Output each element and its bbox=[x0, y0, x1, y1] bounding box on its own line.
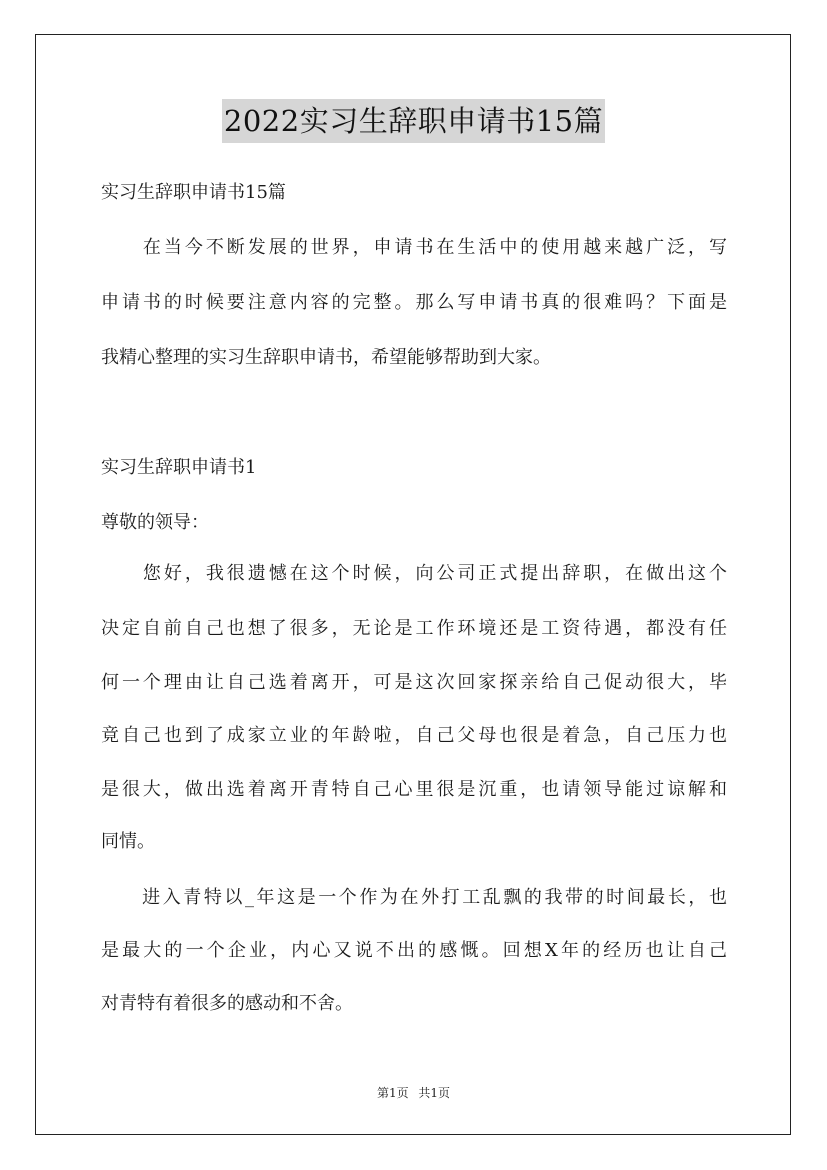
paragraph-line: 进入青特以_年这是一个作为在外打工乱飘的我带的时间最长，也 bbox=[101, 887, 727, 908]
paragraph-line: 同情。 bbox=[101, 831, 155, 852]
paragraph-line: 决定自前自己也想了很多，无论是工作环境还是工资待遇，都没有任 bbox=[101, 618, 727, 639]
page-number: 第1页 bbox=[376, 1086, 409, 1100]
salutation: 尊敬的领导： bbox=[101, 512, 209, 533]
paragraph-line: 我精心整理的实习生辞职申请书，希望能够帮助到大家。 bbox=[101, 347, 551, 368]
page-footer bbox=[0, 1084, 827, 1101]
document-title: 2022实习生辞职申请书15篇 bbox=[222, 99, 605, 143]
paragraph-line: 何一个理由让自己选着离开，可是这次回家探亲给自己促动很大，毕 bbox=[101, 672, 727, 693]
paragraph-line: 在当今不断发展的世界，申请书在生活中的使用越来越广泛，写 bbox=[101, 237, 727, 258]
subtitle-line: 实习生辞职申请书15篇 bbox=[101, 182, 286, 203]
paragraph-line: 申请书的时候要注意内容的完整。那么写申请书真的很难吗？下面是 bbox=[101, 292, 727, 313]
paragraph-line: 对青特有着很多的感动和不舍。 bbox=[101, 993, 353, 1014]
paragraph-line: 竟自己也到了成家立业的年龄啦，自己父母也很是着急，自己压力也 bbox=[101, 725, 727, 746]
paragraph-line: 是很大，做出选着离开青特自己心里很是沉重，也请领导能过谅解和 bbox=[101, 779, 727, 800]
title-container bbox=[0, 99, 827, 143]
paragraph-line: 是最大的一个企业，内心又说不出的感慨。回想X年的经历也让自己 bbox=[101, 940, 727, 961]
section-heading: 实习生辞职申请书1 bbox=[101, 457, 257, 478]
paragraph-line: 您好，我很遗憾在这个时候，向公司正式提出辞职，在做出这个 bbox=[101, 563, 727, 584]
page-total: 共1页 bbox=[418, 1086, 451, 1100]
